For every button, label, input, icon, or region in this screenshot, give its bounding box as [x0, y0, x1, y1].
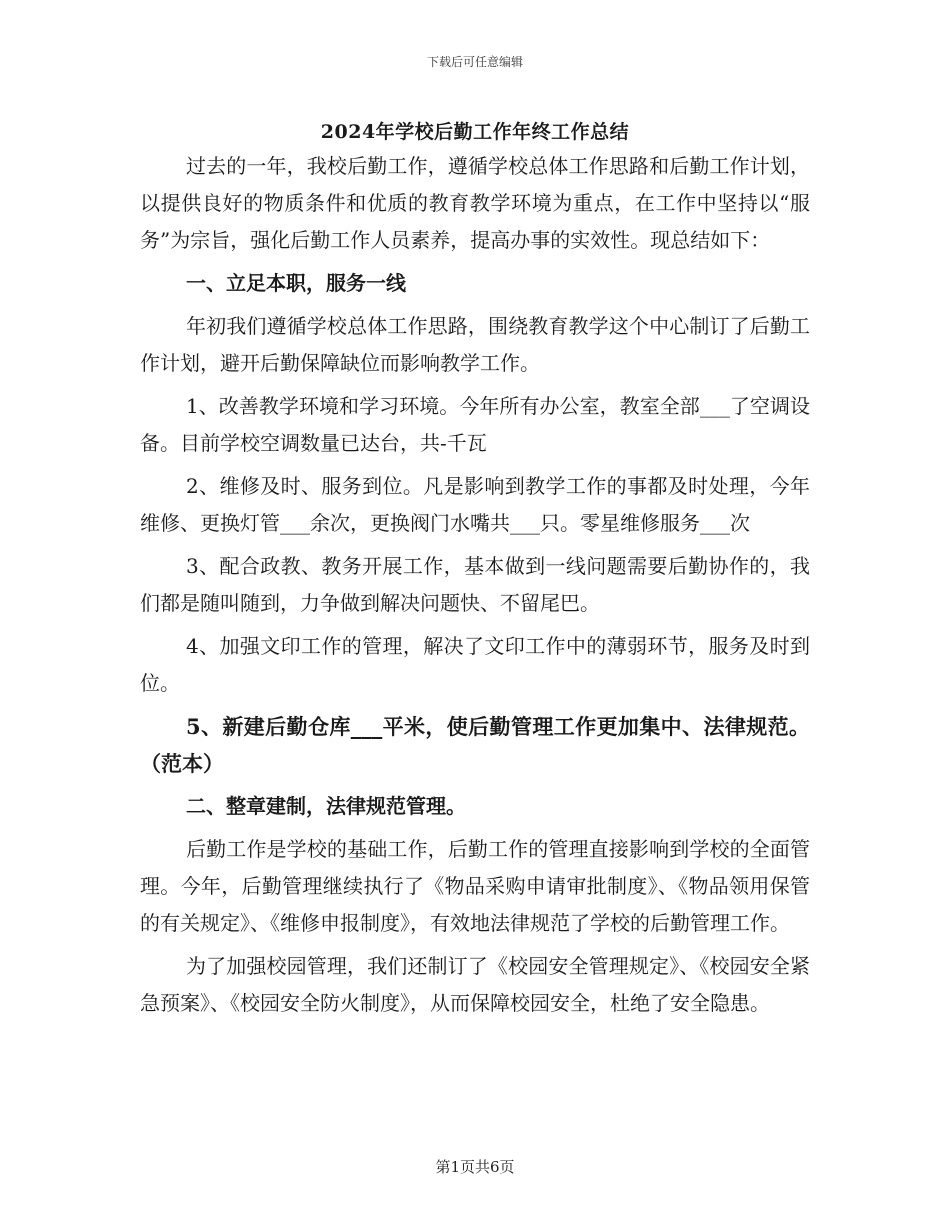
paragraph: 年初我们遵循学校总体工作思路，围绕教育教学这个中心制订了后勤工作计划，避开后勤保障缺位而影响教学工作。: [140, 314, 810, 375]
section-heading-2: 二、整章建制，法律规范管理。: [186, 794, 466, 818]
document-title: 2024年学校后勤工作年终工作总结: [320, 121, 630, 143]
list-item-5: 5、新建后勤仓库___平米，使后勤管理工作更加集中、法律规范。（范本）: [140, 714, 810, 776]
list-item-1: 1、改善教学环境和学习环境。今年所有办公室，教室全部___了空调设备。目前学校空调数量已达台，共-千瓦: [140, 394, 810, 455]
list-item-3: 3、配合政教、教务开展工作，基本做到一线问题需要后勤协作的，我们都是随叫随到，力争做到解决问题快、不留尾巴。: [140, 554, 810, 615]
intro-paragraph: 过去的一年，我校后勤工作，遵循学校总体工作思路和后勤工作计划，以提供良好的物质条件和优质的教育教学环境为重点，在工作中坚持以“服务”为宗旨，强化后勤工作人员素养，提高办事的实效性。现总结如下：: [140, 154, 810, 252]
header-note: 下载后可任意编辑: [426, 55, 523, 69]
list-item-4: 4、加强文印工作的管理，解决了文印工作中的薄弱环节，服务及时到位。: [140, 634, 810, 695]
list-item-2: 2、维修及时、服务到位。凡是影响到教学工作的事都及时处理，今年维修、更换灯管___余次，更换阀门水嘴共___只。零星维修服务___次: [140, 474, 810, 535]
paragraph: 后勤工作是学校的基础工作，后勤工作的管理直接影响到学校的全面管理。今年，后勤管理继续执行了《物品采购申请审批制度》、《物品领用保管的有关规定》、《维修申报制度》，有效地法律规范了学校的后勤管理工作。: [140, 837, 810, 935]
section-heading-1: 一、立足本职，服务一线: [186, 271, 406, 295]
paragraph: 为了加强校园管理，我们还制订了《校园安全管理规定》、《校园安全紧急预案》、《校园安全防火制度》，从而保障校园安全，杜绝了安全隐患。: [140, 954, 810, 1015]
page-number: 第1页共6页: [435, 1158, 515, 1176]
document-body: [140, 148, 810, 1022]
